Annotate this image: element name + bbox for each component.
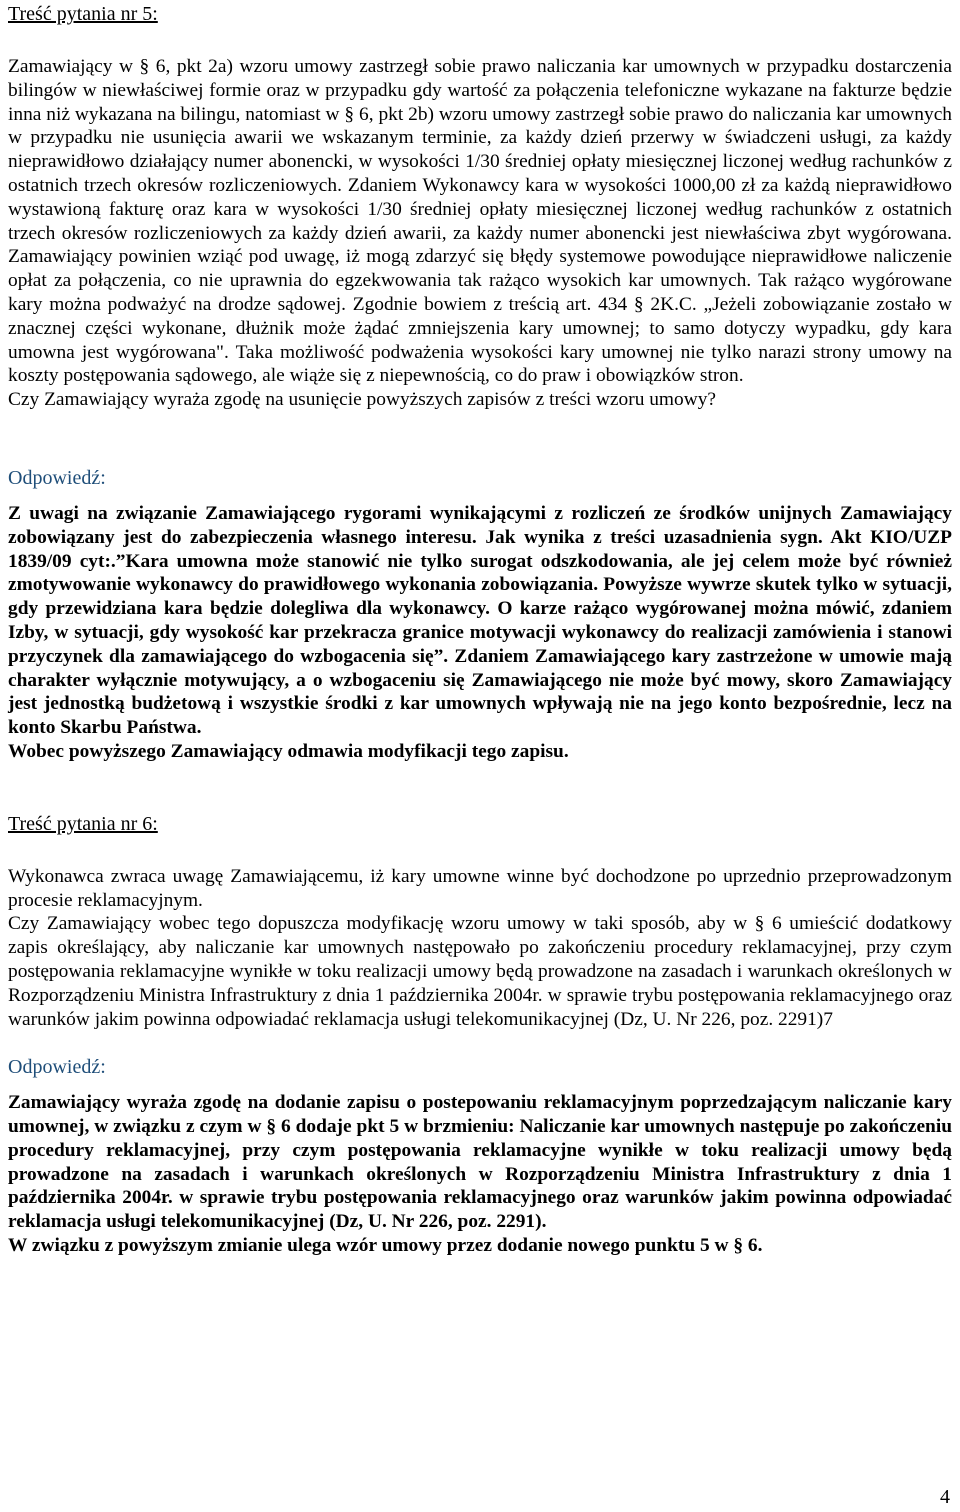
q5-answer: Z uwagi na związanie Zamawiającego rygorami wynikającymi z rozliczeń ze środków unijnych Zamawiający zobowiązany jest do zabezpieczenia własnego interesu. Jak wynika z treści uzasadnienia sygn. Akt KIO/UZP 1839/09 cyt:.”Kara umowna może stanowić nie tylko surogat odszkodowania, ale jej celem może być również zmotywowanie wykonawcy do prawidłowego wykonania zobowiązania. Powyższe wywrze skutek tylko w sytuacji, gdy przewidziana kara będzie dolegliwa dla wykonawcy. O karze rażąco wygórowanej można mówić, zdaniem Izby, w sytuacji, gdy wysokość kar przekracza granice motywacji wykonawcy do realizacji zamówienia i stanowi przyczynek dla zamawiającego do wzbogacenia się”. Zdaniem Zamawiającego kary zastrzeżone w umowie mają charakter wyłącznie motywujący, a o wzbogaceniu się Zamawiającego nie może być mowy, skoro Zamawiający jest jednostką budżetową i wszystkie środki z kar umownych wpływają nie na jego konto bezpośrednie, lecz na konto Skarbu Państwa. — [8, 502, 952, 739]
q5-question: Zamawiający w § 6, pkt 2a) wzoru umowy zastrzegł sobie prawo naliczania kar umownych w przypadku dostarczenia bilingów w niewłaściwej formie oraz w przypadku gdy wartość za połączenia telefoniczne wykazane na fakturze będzie inna niż wykazana na bilingu, natomiast w § 6, pkt 2b) wzoru umowy zastrzegł sobie prawo do naliczania kar umownych w przypadku nie usunięcia awarii we wskazanym terminie, za każdy dzień przerwy w świadczeni usługi, za każdy nieprawidłowo działający numer abonencki, w wysokości 1/30 średniej opłaty miesięcznej liczonej według rachunków z ostatnich trzech okresów rozliczeniowych. Zdaniem Wykonawcy kara w wysokości 1000,00 zł za każdą nieprawidłowo wystawioną fakturę oraz kara w wysokości 1/30 średniej opłaty miesięcznej liczonej według rachunków z ostatnich trzech okresów rozliczeniowych za każdy dzień awarii, za każdy numer abonencki jest niewłaściwa zbyt wygórowana. Zamawiający powinien wziąć pod uwagę, iż mogą zdarzyć się błędy systemowe powodujące nieprawidłowe naliczenie opłat za połączenia, co nie uprawnia do egzekwowania tak rażąco wysokich kar umownych. Tak rażąco wygórowane kary można podważyć na drodze sądowej. Zgodnie bowiem z treścią art. 434 § 2K.C. „Jeżeli zobowiązanie zostało w znacznej części wykonane, dłużnik może żądać zmniejszenia kary umownej; to samo dotyczy wypadku, gdy kara umowna jest wygórowana". Taka możliwość podważenia wysokości kary umownej nie tylko narazi strony umowy na koszty postępowania sądowego, ale wiąże się z niepewnością, co do praw i obowiązków stron. — [8, 56, 952, 387]
q6-question-1: Wykonawca zwraca uwagę Zamawiającemu, iż kary umowne winne być dochodzone po uprzednio przeprowadzonym procesie reklamacyjnym. — [8, 865, 952, 911]
q6-answer: Zamawiający wyraża zgodę na dodanie zapisu o postepowaniu reklamacyjnym poprzedzającym naliczanie kary umownej, w związku z czym w § 6 dodaje pkt 5 w brzmieniu: Naliczanie kar umownych następuje po zakończeniu procedury reklamacyjnej, przy czym postępowania reklamacyjne wynikłe w toku realizacji umowy będą prowadzone na zasadach i warunkach określonych w Rozporządzeniu Ministra Infrastruktury z dnia 1 października 2004r. w sprawie trybu postępowania reklamacyjnego oraz warunków jakim powinna odpowiadać reklamacja usługi telekomunikacyjnej (Dz, U. Nr 226, poz. 2291). — [8, 1092, 952, 1233]
q6-heading: Treść pytania nr 6: — [8, 812, 158, 835]
document-page — [8, 2, 952, 1258]
q6-answer-label: Odpowiedź: — [8, 1056, 106, 1079]
q5-heading: Treść pytania nr 5: — [8, 3, 158, 25]
q5-answer-label: Odpowiedź: — [8, 466, 106, 489]
q6-question-2: Czy Zamawiający wobec tego dopuszcza modyfikację wzoru umowy w taki sposób, aby w § 6 umieścić dodatkowy zapis określający, aby naliczanie kar umownych następowało po zakończeniu procedury reklamacyjnej, przy czym postępowania reklamacyjne wynikłe w toku realizacji umowy będą prowadzone na zasadach i warunkach określonych w Rozporządzeniu Ministra Infrastruktury z dnia 1 października 2004r. w sprawie trybu postępowania reklamacyjnego oraz warunków jakim powinna odpowiadać reklamacja usługi telekomunikacyjnej (Dz, U. Nr 226, poz. 2291)7 — [8, 913, 952, 1030]
q5-answer-end: Wobec powyższego Zamawiający odmawia modyfikacji tego zapisu. — [8, 740, 569, 762]
q5-question-end: Czy Zamawiający wyraża zgodę na usunięcie powyższych zapisów z treści wzoru umowy? — [8, 389, 717, 411]
q6-answer-end: W związku z powyższym zmianie ulega wzór umowy przez dodanie nowego punktu 5 w § 6. — [8, 1235, 763, 1257]
page-number: 4 — [940, 1486, 950, 1509]
